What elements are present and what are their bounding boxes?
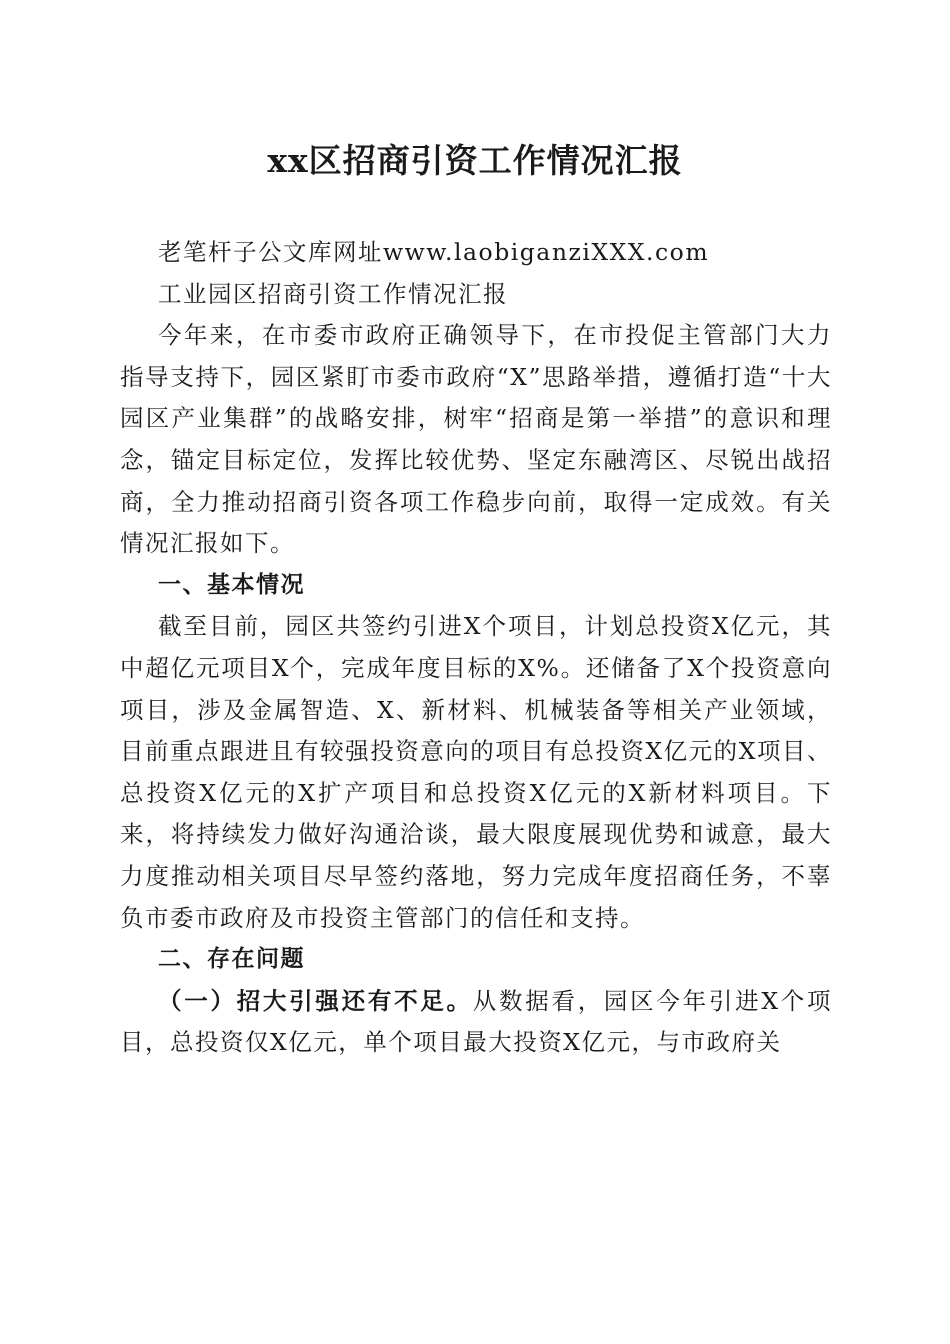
section-heading-basic-situation: 一、基本情况 — [158, 571, 305, 598]
document-title: xx区招商引资工作情况汇报 — [267, 141, 683, 180]
intro-paragraph: 今年来，在市委市政府正确领导下，在市投促主管部门大力指导支持下，园区紧盯市委市政府“X”思路举措，遵循打造“十大园区产业集群”的战略安排，树牢“招商是第一举措”的意识和理念，锚定目标定位，发挥比较优势、坚定东融湾区、尽锐出战招商，全力推动招商引资各项工作稳步向前，取得一定成效。有关情况汇报如下。 — [120, 321, 832, 558]
problem-item-1 — [120, 981, 832, 1064]
document-subtitle: 工业园区招商引资工作情况汇报 — [158, 279, 508, 308]
source-line: 老笔杆子公文库网址www.laobiganziXXX.com — [158, 238, 710, 266]
problem-item-1-lead: （一）招大引强还有不足。 — [158, 986, 473, 1015]
document-body — [120, 232, 832, 1064]
problem-item-1-text: 从数据看，园区今年引进X个项目，总投资仅X亿元，单个项目最大投资X亿元，与市政府关 — [120, 986, 833, 1057]
section-heading-existing-problems: 二、存在问题 — [158, 946, 305, 973]
basic-situation-paragraph: 截至目前，园区共签约引进X个项目，计划总投资X亿元，其中超亿元项目X个，完成年度目标的X%。还储备了X个投资意向项目，涉及金属智造、X、新材料、机械装备等相关产业领域，目前重点跟进且有较强投资意向的项目有总投资X亿元的X项目、总投资X亿元的X扩产项目和总投资X亿元的X新材料项目。下来，将持续发力做好沟通洽谈，最大限度展现优势和诚意，最大力度推动相关项目尽早签约落地，努力完成年度招商任务，不辜负市委市政府及市投资主管部门的信任和支持。 — [120, 612, 832, 932]
